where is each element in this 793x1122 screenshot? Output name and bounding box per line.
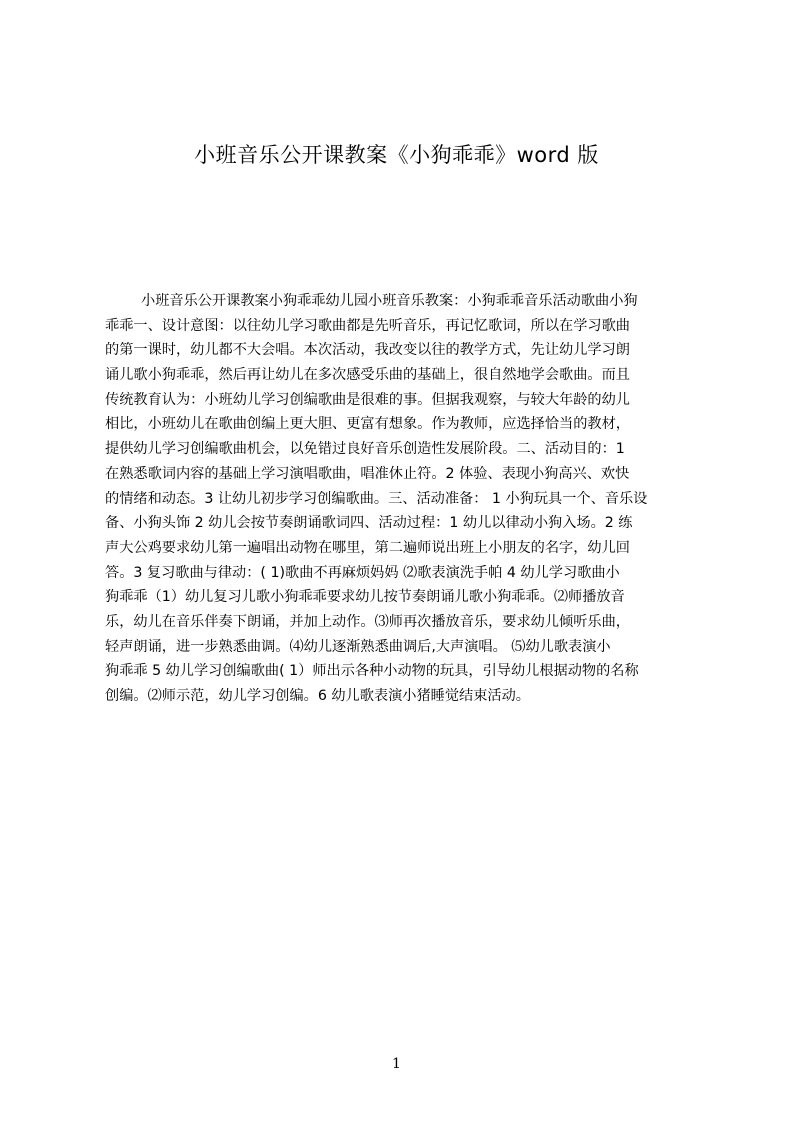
page-number: 1 (392, 1056, 401, 1072)
text-line: 相比，小班幼儿在歌曲创编上更大胆、更富有想象。作为教师，应选择恰当的教材， (105, 416, 630, 433)
text-line: 答。3 复习歌曲与律动：( 1)歌曲不再麻烦妈妈 ⑵歌表演洗手帕 4 幼儿学习歌曲小 (105, 564, 620, 581)
text-line: 乐，幼儿在音乐伴奏下朗诵，并加上动作。⑶师再次播放音乐，要求幼儿倾听乐曲， (105, 613, 630, 630)
text-line: 的情绪和动态。3 让幼儿初步学习创编歌曲。三、活动准备： 1 小狗玩具一个、音乐设 (105, 490, 648, 507)
text-line: 声大公鸡要求幼儿第一遍唱出动物在哪里，第二遍师说出班上小朋友的名字，幼儿回 (105, 539, 630, 556)
text-line: 轻声朗诵，进一步熟悉曲调。⑷幼儿逐渐熟悉曲调后,大声演唱。 ⑸幼儿歌表演小 (105, 638, 611, 655)
text-line: 狗乖乖（1）幼儿复习儿歌小狗乖乖要求幼儿按节奏朗诵儿歌小狗乖乖。⑵师播放音 (105, 589, 625, 606)
text-line: 诵儿歌小狗乖乖，然后再让幼儿在多次感受乐曲的基础上，很自然地学会歌曲。而且 (105, 367, 630, 384)
text-line: 狗乖乖 5 幼儿学习创编歌曲( 1）师出示各种小动物的玩具，引导幼儿根据动物的名称 (105, 663, 639, 680)
text-line: 乖乖一、设计意图：以往幼儿学习歌曲都是先听音乐，再记忆歌词，所以在学习歌曲 (105, 317, 630, 334)
text-line: 小班音乐公开课教案小狗乖乖幼儿园小班音乐教案：小狗乖乖音乐活动歌曲小狗 (141, 293, 638, 309)
text-line: 在熟悉歌词内容的基础上学习演唱歌曲，唱准休止符。2 体验、表现小狗高兴、欢快 (105, 465, 630, 482)
body-paragraph (105, 289, 697, 749)
text-line: 的第一课时，幼儿都不大会唱。本次活动，我改变以往的教学方式，先让幼儿学习朗 (105, 342, 630, 359)
text-line: 创编。⑵师示范，幼儿学习创编。6 幼儿歌表演小猪睡觉结束活动。 (105, 688, 530, 704)
text-line: 传统教育认为：小班幼儿学习创编歌曲是很难的事。但据我观察，与较大年龄的幼儿 (105, 391, 630, 408)
text-line: 备、小狗头饰 2 幼儿会按节奏朗诵歌词四、活动过程：1 幼儿以律动小狗入场。2 练 (105, 515, 633, 532)
document-title: 小班音乐公开课教案《小狗乖乖》word 版 (194, 143, 599, 167)
text-line: 提供幼儿学习创编歌曲机会，以免错过良好音乐创造性发展阶段。二、活动目的：1 (105, 441, 625, 458)
